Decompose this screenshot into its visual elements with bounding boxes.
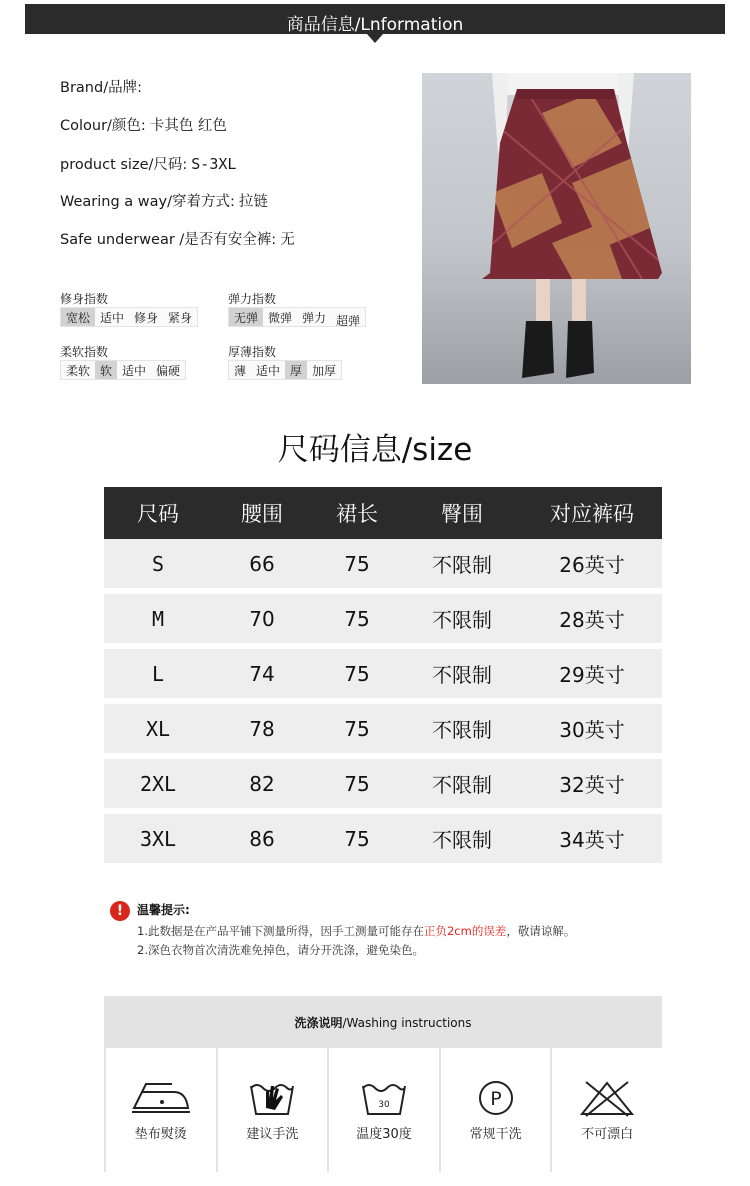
- table-cell: 75: [344, 606, 370, 631]
- dry-clean-icon: [463, 1078, 529, 1118]
- table-cell: 75: [344, 661, 370, 686]
- table-cell: 28英寸: [559, 608, 625, 632]
- wash-item: [552, 1048, 662, 1172]
- index-option-selected: 软: [95, 361, 117, 379]
- table-cell: 2XL: [139, 771, 177, 796]
- attr-label: Colour/颜色:: [60, 118, 146, 134]
- table-cell: 不限制: [432, 608, 492, 632]
- wash-label: 建议手洗: [246, 1127, 299, 1142]
- wash-30-icon: [351, 1078, 417, 1118]
- attr-label: Brand/品牌:: [60, 80, 142, 96]
- reminder-text: ，敬请谅解。: [506, 924, 576, 938]
- index-option-selected: 无弹: [229, 308, 263, 326]
- wash-item: [329, 1048, 439, 1172]
- size-table: [104, 487, 662, 863]
- index-option: 弹力: [302, 311, 327, 325]
- table-cell: 75: [344, 826, 370, 851]
- wash-label: 垫布熨烫: [134, 1127, 187, 1142]
- product-attributes: [60, 78, 410, 268]
- index-option: 微弹: [268, 311, 293, 325]
- index-title: 弹力指数: [228, 292, 277, 306]
- table-cell: 26英寸: [559, 553, 625, 577]
- index-option: 紧身: [168, 311, 193, 325]
- header-cell: 裙长: [336, 502, 378, 526]
- reminder-line-2: 2.深色衣物首次清洗难免掉色，请分开洗涤，避免染色。: [137, 943, 424, 957]
- index-option: 适中: [122, 364, 147, 378]
- index-option: 适中: [100, 311, 125, 325]
- table-row: [104, 594, 662, 643]
- table-cell: 75: [344, 716, 370, 741]
- no-bleach-icon: [574, 1078, 640, 1118]
- washing-title-rest: /Washing instructions: [342, 1016, 472, 1030]
- table-cell: 不限制: [432, 663, 492, 687]
- index-option-selected: 宽松: [61, 308, 95, 326]
- index-options: [60, 307, 198, 327]
- wash-label: 不可漂白: [581, 1127, 634, 1142]
- table-cell: 不限制: [432, 773, 492, 797]
- table-cell: 86: [249, 826, 275, 851]
- attr-safe-underwear: [60, 230, 410, 268]
- table-cell: 34英寸: [559, 828, 625, 852]
- washing-instructions: [104, 996, 662, 1172]
- attr-value: 卡其色 红色: [149, 118, 227, 134]
- table-cell: 78: [249, 716, 275, 741]
- wash-item: [441, 1048, 551, 1172]
- fit-index: [60, 290, 198, 327]
- header-cell: 臀围: [441, 502, 483, 526]
- iron-icon: [128, 1078, 194, 1118]
- table-cell: XL: [145, 716, 171, 741]
- attr-value: S-3XL: [191, 155, 237, 173]
- table-cell: 不限制: [432, 718, 492, 742]
- washing-title: [104, 1014, 662, 1031]
- table-cell: 70: [249, 606, 275, 631]
- index-options: [228, 307, 366, 327]
- table-cell: M: [151, 606, 165, 631]
- index-option: 超弹: [336, 314, 361, 328]
- index-option: 加厚: [312, 364, 337, 378]
- size-heading: 尺码信息/size: [277, 432, 473, 468]
- index-option: 薄: [234, 364, 247, 378]
- washing-items: [104, 1048, 662, 1172]
- reminder-text: 1.此数据是在产品平铺下测量所得，因手工测量可能存在: [137, 924, 424, 938]
- table-cell: 75: [344, 771, 370, 796]
- table-cell: 3XL: [139, 826, 177, 851]
- attr-size: [60, 154, 410, 192]
- skirt-model-illustration: [422, 73, 691, 384]
- table-cell: 32英寸: [559, 773, 625, 797]
- warning-icon: !: [110, 901, 130, 921]
- washing-title-bold: 洗涤说明: [294, 1016, 343, 1030]
- attr-label: Wearing a way/穿着方式:: [60, 194, 235, 210]
- wash-item: [218, 1048, 328, 1172]
- table-row: [104, 539, 662, 588]
- product-photo: [422, 73, 691, 384]
- index-option-selected: 厚: [285, 361, 307, 379]
- attr-value: 拉链: [238, 194, 268, 210]
- table-cell: 66: [249, 551, 275, 576]
- reminder-title: 温馨提示:: [137, 903, 190, 917]
- section-title: 商品信息/Lnformation: [286, 15, 464, 35]
- table-cell: L: [151, 661, 165, 686]
- table-cell: S: [151, 551, 165, 576]
- section-header-bar: [25, 4, 725, 34]
- header-cell: 腰围: [241, 502, 283, 526]
- attr-value: 无: [280, 232, 295, 248]
- index-title: 修身指数: [60, 292, 109, 306]
- table-cell: 不限制: [432, 553, 492, 577]
- wash-label: 常规干洗: [469, 1127, 522, 1142]
- table-cell: 82: [249, 771, 275, 796]
- table-cell: 75: [344, 551, 370, 576]
- header-notch: [367, 34, 383, 43]
- reminder-line-1: [137, 923, 575, 939]
- index-option: 偏硬: [156, 364, 181, 378]
- header-cell: 对应裤码: [550, 502, 634, 526]
- attr-label: product size/尺码:: [60, 157, 188, 173]
- attr-brand: [60, 78, 410, 116]
- table-row: [104, 704, 662, 753]
- wash-label: 温度30度: [356, 1127, 412, 1142]
- wash-item: [106, 1048, 216, 1172]
- hand-wash-icon: [239, 1078, 305, 1118]
- attr-colour: [60, 116, 410, 154]
- index-title: 柔软指数: [60, 345, 109, 359]
- table-header: [104, 487, 662, 539]
- index-title: 厚薄指数: [228, 345, 277, 359]
- reminder-highlight: 正负2cm的误差: [423, 924, 507, 938]
- index-option: 修身: [134, 311, 159, 325]
- index-option: 柔软: [66, 364, 91, 378]
- index-options: [60, 360, 186, 380]
- table-cell: 74: [249, 661, 275, 686]
- table-body: [104, 539, 662, 863]
- table-cell: 29英寸: [559, 663, 625, 687]
- table-cell: 30英寸: [559, 718, 625, 742]
- attr-label: Safe underwear /是否有安全裤:: [60, 232, 277, 248]
- index-options: [228, 360, 342, 380]
- thickness-index: [228, 343, 342, 380]
- attr-wearing: [60, 192, 410, 230]
- softness-index: [60, 343, 186, 380]
- index-option: 适中: [256, 364, 281, 378]
- dry-clean-symbol: P: [489, 1088, 502, 1110]
- wash-temperature: 30: [378, 1100, 390, 1110]
- table-row: [104, 814, 662, 863]
- table-cell: 不限制: [432, 828, 492, 852]
- header-cell: 尺码: [137, 502, 179, 526]
- table-row: [104, 759, 662, 808]
- table-row: [104, 649, 662, 698]
- stretch-index: [228, 290, 366, 327]
